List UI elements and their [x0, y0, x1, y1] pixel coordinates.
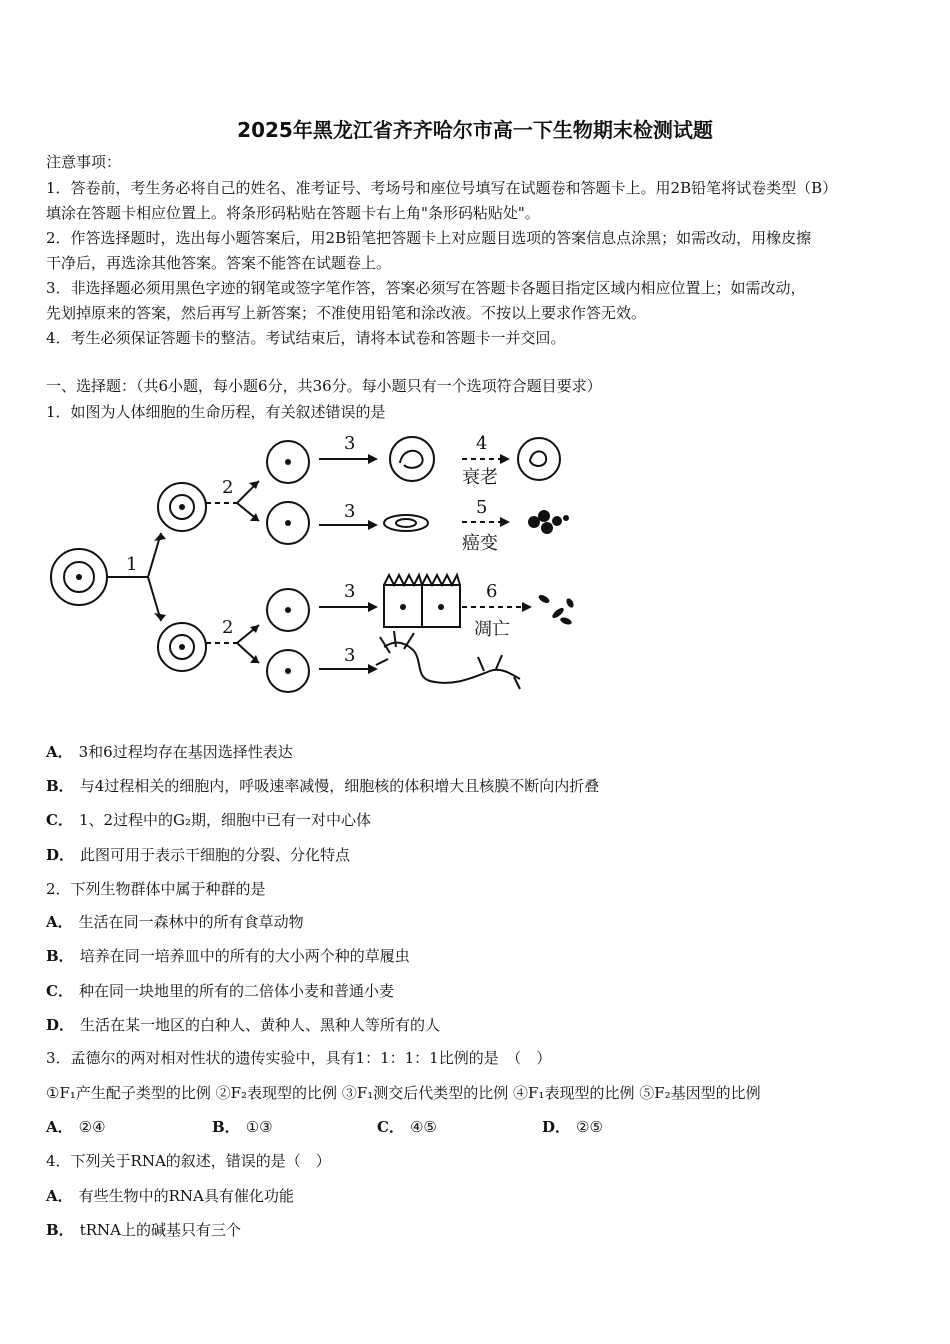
notice-line: 1．答卷前，考生务必将自己的姓名、准考证号、考场号和座位号填写在试题卷和答题卡上。用2B铅笔将试卷类型（B）	[46, 179, 838, 197]
question-3-items: ①F₁产生配子类型的比例 ②F₂表现型的比例 ③F₁测交后代类型的比例 ④F₁表现型的比例 ⑤F₂基因型的比例	[46, 1084, 761, 1102]
question-3-stem: 3．孟德尔的两对相对性状的遗传实验中，具有1：1：1：1比例的是 （ ）	[46, 1049, 552, 1067]
question-1-stem: 1．如图为人体细胞的生命历程，有关叙述错误的是	[46, 403, 386, 421]
q1-option-a: A． 3和6过程均存在基因选择性表达	[46, 743, 293, 761]
notice-heading: 注意事项：	[46, 153, 122, 171]
q3-option-b: B． ①③	[212, 1118, 273, 1136]
diagram-word-apoptosis: 凋亡	[474, 619, 510, 640]
q2-option-c: C． 种在同一块地里的所有的二倍体小麦和普通小麦	[46, 982, 394, 1000]
cell-life-diagram	[44, 425, 604, 725]
diagram-label-6: 6	[486, 581, 498, 602]
notice-line: 先划掉原来的答案，然后再写上新答案；不准使用铅笔和涂改液。不按以上要求作答无效。	[46, 304, 647, 322]
notice-line: 干净后，再选涂其他答案。答案不能答在试题卷上。	[46, 254, 392, 272]
notice-line: 2．作答选择题时，选出每小题答案后，用2B铅笔把答题卡上对应题目选项的答案信息点涂黑；如需改动，用橡皮擦	[46, 229, 812, 247]
question-2-stem: 2．下列生物群体中属于种群的是	[46, 880, 266, 898]
diagram-label-3c: 3	[344, 581, 356, 602]
q4-option-a: A． 有些生物中的RNA具有催化功能	[46, 1187, 294, 1205]
q1-option-d: D． 此图可用于表示干细胞的分裂、分化特点	[46, 846, 351, 864]
diagram-label-5: 5	[476, 497, 488, 518]
question-4-stem: 4．下列关于RNA的叙述，错误的是（ ）	[46, 1152, 331, 1170]
q2-option-b: B． 培养在同一培养皿中的所有的大小两个种的草履虫	[46, 947, 410, 965]
q3-option-d: D． ②⑤	[542, 1118, 603, 1136]
diagram-word-aging: 衰老	[462, 467, 498, 488]
page-title: 2025年黑龙江省齐齐哈尔市高一下生物期末检测试题	[237, 118, 713, 142]
diagram-label-1: 1	[126, 554, 138, 575]
q4-option-b: B． tRNA上的碱基只有三个	[46, 1221, 241, 1239]
diagram-label-2b: 2	[222, 617, 234, 638]
notice-line: 3．非选择题必须用黑色字迹的钢笔或签字笔作答，答案必须写在答题卡各题目指定区域内相应位置上；如需改动，	[46, 279, 806, 297]
q2-option-a: A． 生活在同一森林中的所有食草动物	[46, 913, 304, 931]
diagram-label-3a: 3	[344, 433, 356, 454]
diagram-word-cancer: 癌变	[462, 533, 498, 554]
notice-line: 填涂在答题卡相应位置上。将条形码粘贴在答题卡右上角"条形码粘贴处"。	[46, 204, 540, 222]
q3-option-c: C． ④⑤	[377, 1118, 437, 1136]
q3-option-a: A． ②④	[46, 1118, 106, 1136]
q1-option-c: C． 1、2过程中的G₂期，细胞中已有一对中心体	[46, 811, 372, 829]
q2-option-d: D． 生活在某一地区的白种人、黄种人、黑种人等所有的人	[46, 1016, 441, 1034]
notice-line: 4．考生必须保证答题卡的整洁。考试结束后，请将本试卷和答题卡一并交回。	[46, 329, 566, 347]
diagram-label-3d: 3	[344, 645, 356, 666]
diagram-label-2a: 2	[222, 477, 234, 498]
diagram-label-3b: 3	[344, 501, 356, 522]
diagram-label-4: 4	[476, 433, 488, 454]
q1-option-b: B． 与4过程相关的细胞内，呼吸速率减慢，细胞核的体积增大且核膜不断向内折叠	[46, 777, 600, 795]
section-heading: 一、选择题：（共6小题，每小题6分，共36分。每小题只有一个选项符合题目要求）	[46, 377, 602, 395]
